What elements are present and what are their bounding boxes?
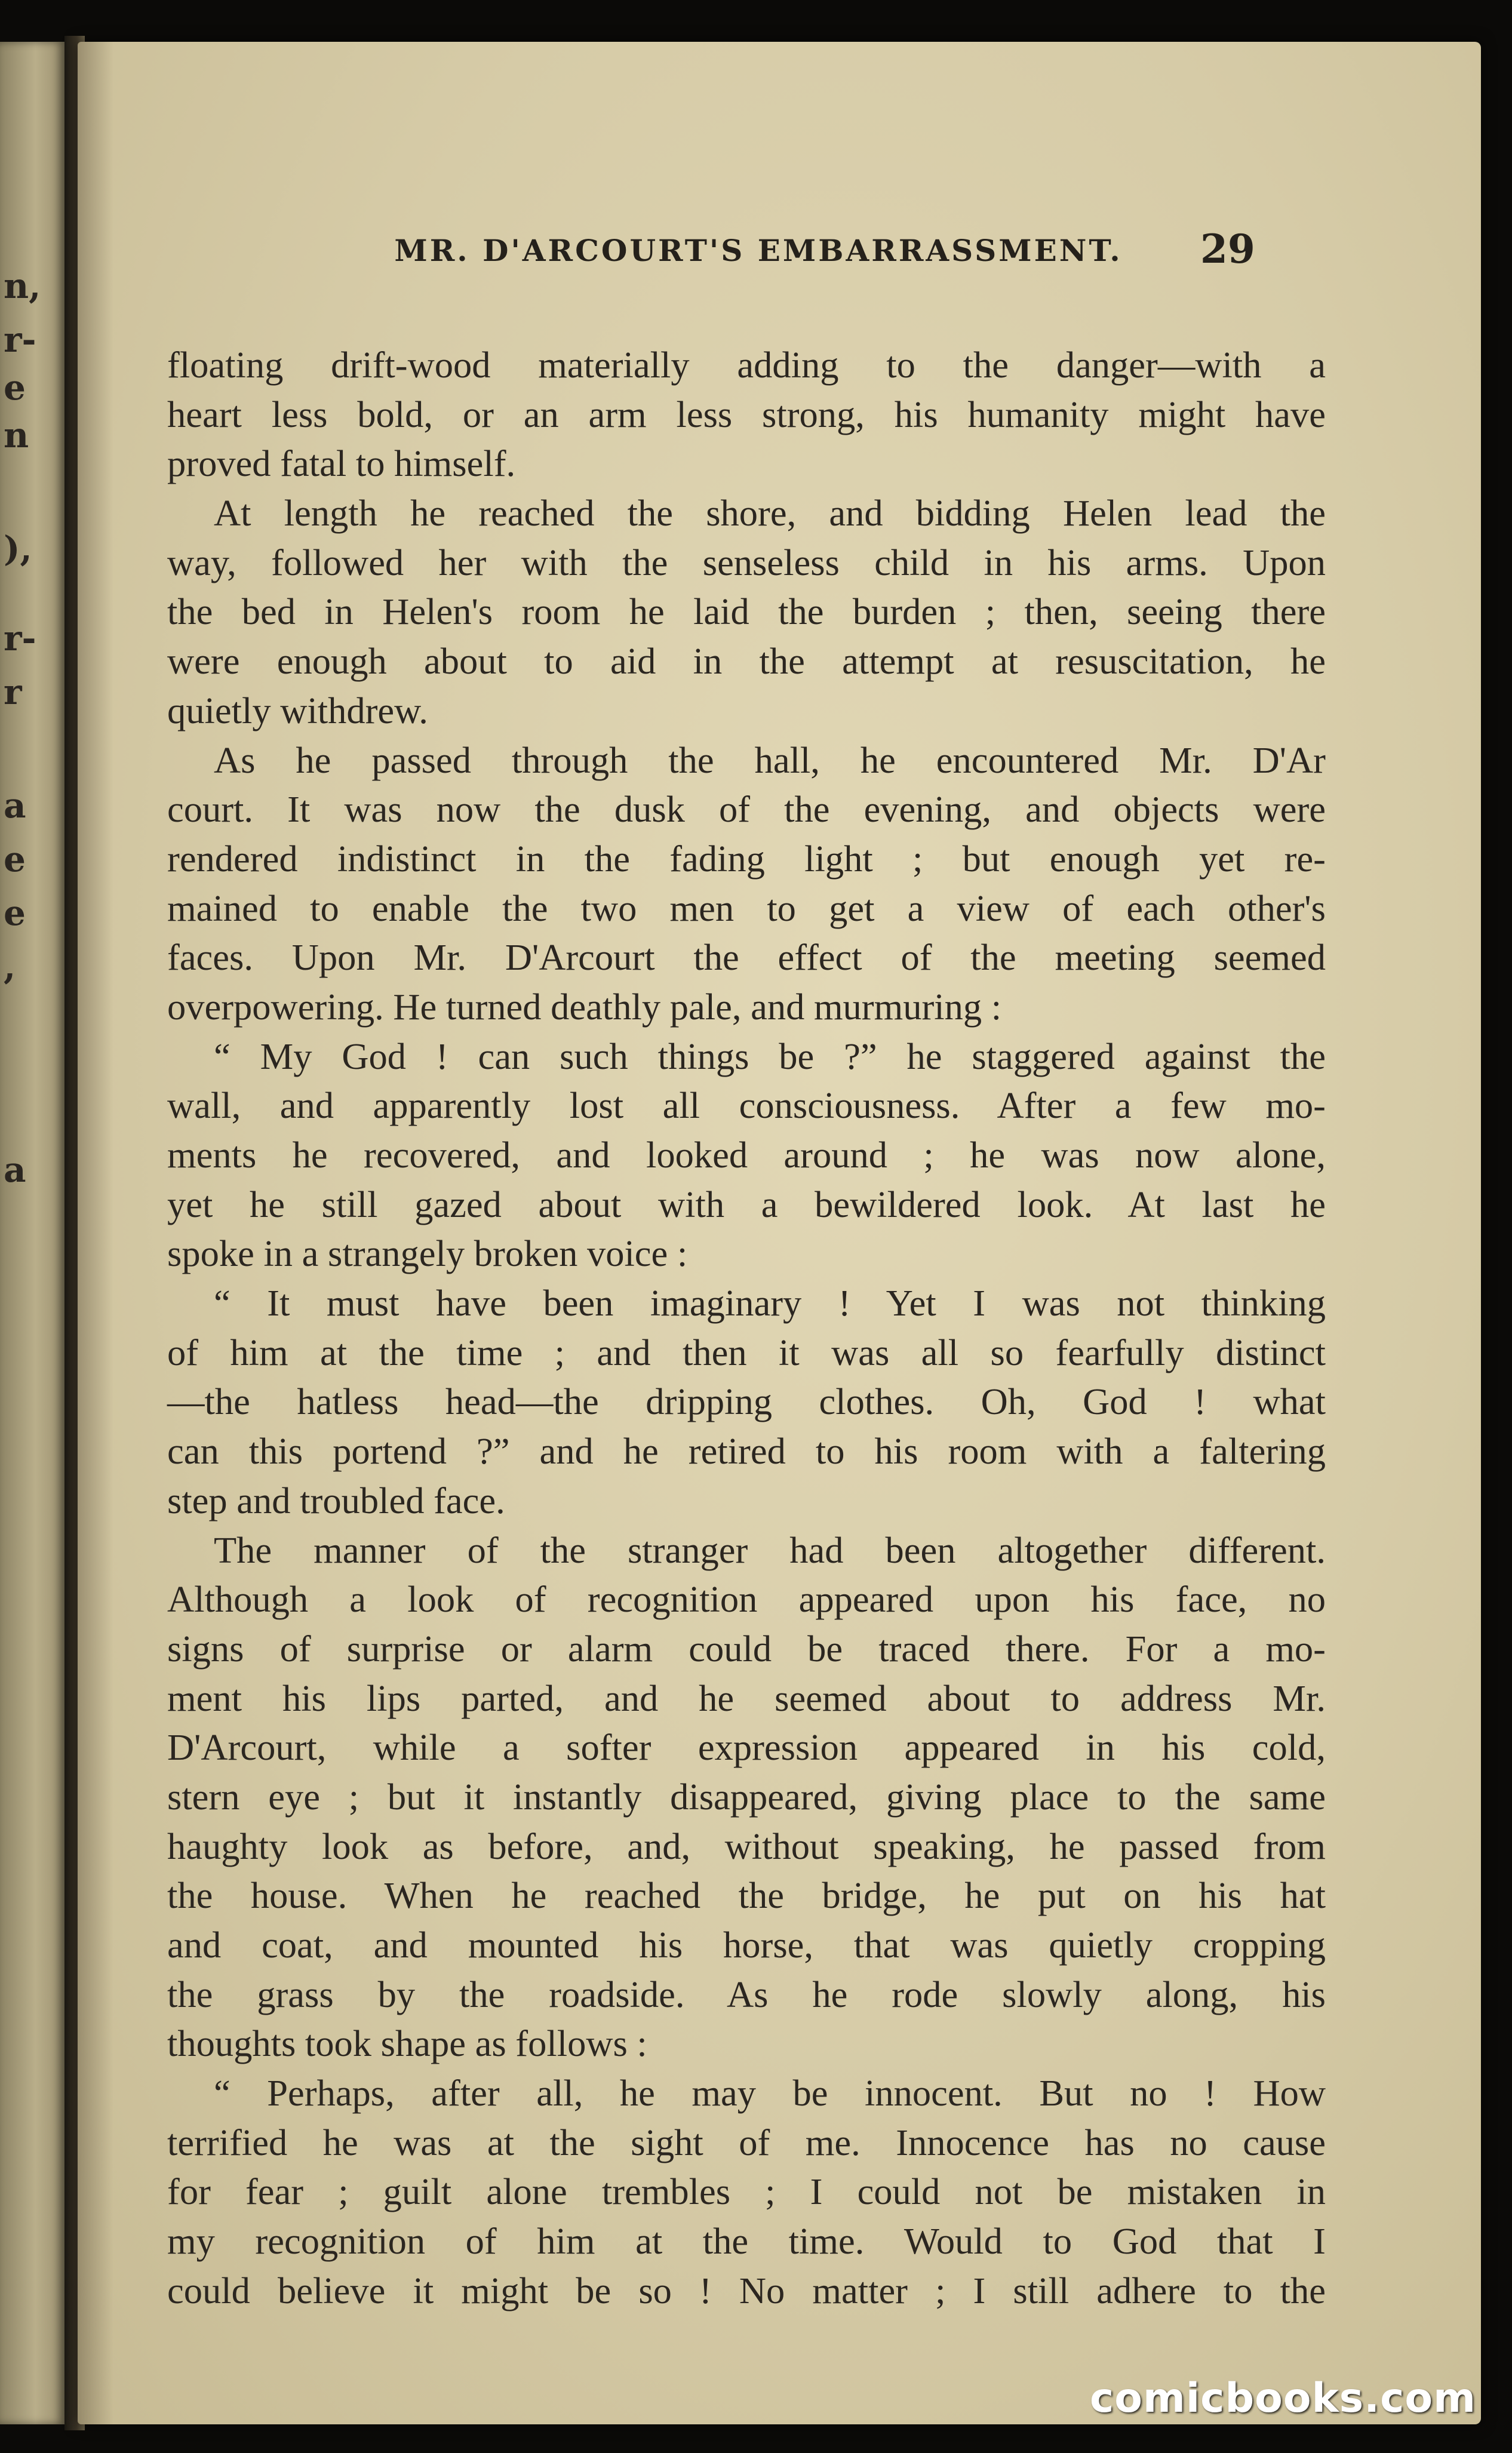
running-head-title: MR. D'ARCOURT'S EMBARRASSMENT. (394, 233, 1123, 268)
text-line: can this portend ?” and he retired to his room with a faltering (167, 1430, 1326, 1473)
text-line: The manner of the stranger had been altogether different. (214, 1529, 1326, 1571)
book-page (78, 42, 1481, 2424)
text-line: mained to enable the two men to get a view of each other's (167, 887, 1326, 929)
text-line: floating drift-wood materially adding to the danger—with a (167, 344, 1326, 386)
page-number: 29 (1200, 226, 1255, 272)
text-line: were enough about to aid in the attempt at resuscitation, he (167, 640, 1326, 683)
text-line: court. It was now the dusk of the evening, and objects were (167, 788, 1326, 831)
text-line: the grass by the roadside. As he rode slowly along, his (167, 1973, 1326, 2015)
text-line: “ My God ! can such things be ?” he staggered against the (214, 1035, 1326, 1077)
text-line: signs of surprise or alarm could be traced there. For a mo- (167, 1627, 1326, 1670)
text-line: —the hatless head—the dripping clothes. Oh, God ! what (167, 1381, 1326, 1423)
text-line: of him at the time ; and then it was all so fearfully distinct (167, 1331, 1326, 1373)
text-line: heart less bold, or an arm less strong, his humanity might have (167, 393, 1326, 435)
text-line: proved fatal to himself. (167, 442, 516, 485)
text-line: faces. Upon Mr. D'Arcourt the effect of the meeting seemed (167, 936, 1326, 979)
text-line: haughty look as before, and, without speaking, he passed from (167, 1825, 1326, 1867)
text-line: spoke in a strangely broken voice : (167, 1232, 688, 1275)
running-head (78, 221, 1481, 275)
text-line: yet he still gazed about with a bewildered look. At last he (167, 1183, 1326, 1225)
text-line: the house. When he reached the bridge, he put on his hat (167, 1874, 1326, 1917)
text-line: wall, and apparently lost all consciousness. After a few mo- (167, 1084, 1326, 1127)
left-page-fragment: r (4, 672, 22, 712)
text-line: “ Perhaps, after all, he may be innocent. But no ! How (214, 2072, 1326, 2114)
left-page-fragment: e (4, 893, 26, 933)
text-line: step and troubled face. (167, 1479, 505, 1521)
text-line: At length he reached the shore, and bidding Helen lead the (214, 492, 1326, 534)
left-page-fragment: a (4, 785, 26, 826)
left-page-fragment: r- (4, 618, 36, 659)
text-line: could believe it might be so ! No matter ; I still adhere to the (167, 2269, 1326, 2311)
text-line: ments he recovered, and looked around ; he was now alone, (167, 1134, 1326, 1176)
text-line: way, followed her with the senseless child in his arms. Upon (167, 541, 1326, 583)
left-page-fragment: r- (4, 319, 36, 360)
left-page-fragment: n, (4, 266, 41, 306)
text-line: As he passed through the hall, he encountered Mr. D'Ar (214, 739, 1326, 781)
site-watermark: comicbooks.com (1089, 2375, 1476, 2422)
text-line: quietly withdrew. (167, 689, 428, 731)
text-line: D'Arcourt, while a softer expression appeared in his cold, (167, 1726, 1326, 1769)
adjacent-page-edge (0, 42, 64, 2424)
left-page-fragment: n (4, 415, 29, 456)
text-line: for fear ; guilt alone trembles ; I could not be mistaken in (167, 2171, 1326, 2213)
text-line: the bed in Helen's room he laid the burden ; then, seeing there (167, 591, 1326, 633)
text-line: my recognition of him at the time. Would to God that I (167, 2220, 1326, 2263)
left-page-fragment: a (4, 1149, 26, 1190)
text-line: “ It must have been imaginary ! Yet I was not thinking (214, 1282, 1326, 1324)
left-page-fragment: e (4, 367, 26, 408)
left-page-fragment: e (4, 839, 26, 880)
text-line: ment his lips parted, and he seemed about to address Mr. (167, 1677, 1326, 1719)
text-line: and coat, and mounted his horse, that was quietly cropping (167, 1924, 1326, 1966)
text-line: thoughts took shape as follows : (167, 2022, 647, 2065)
page-body-text (167, 340, 1326, 2316)
text-line: Although a look of recognition appeared upon his face, no (167, 1578, 1326, 1621)
text-line: rendered indistinct in the fading light ; but enough yet re- (167, 837, 1326, 880)
text-line: overpowering. He turned deathly pale, and murmuring : (167, 985, 1002, 1028)
text-line: stern eye ; but it instantly disappeared, giving place to the same (167, 1775, 1326, 1818)
text-line: terrified he was at the sight of me. Innocence has no cause (167, 2121, 1326, 2163)
left-page-fragment: , (4, 946, 16, 987)
left-page-fragment: ), (4, 528, 32, 569)
